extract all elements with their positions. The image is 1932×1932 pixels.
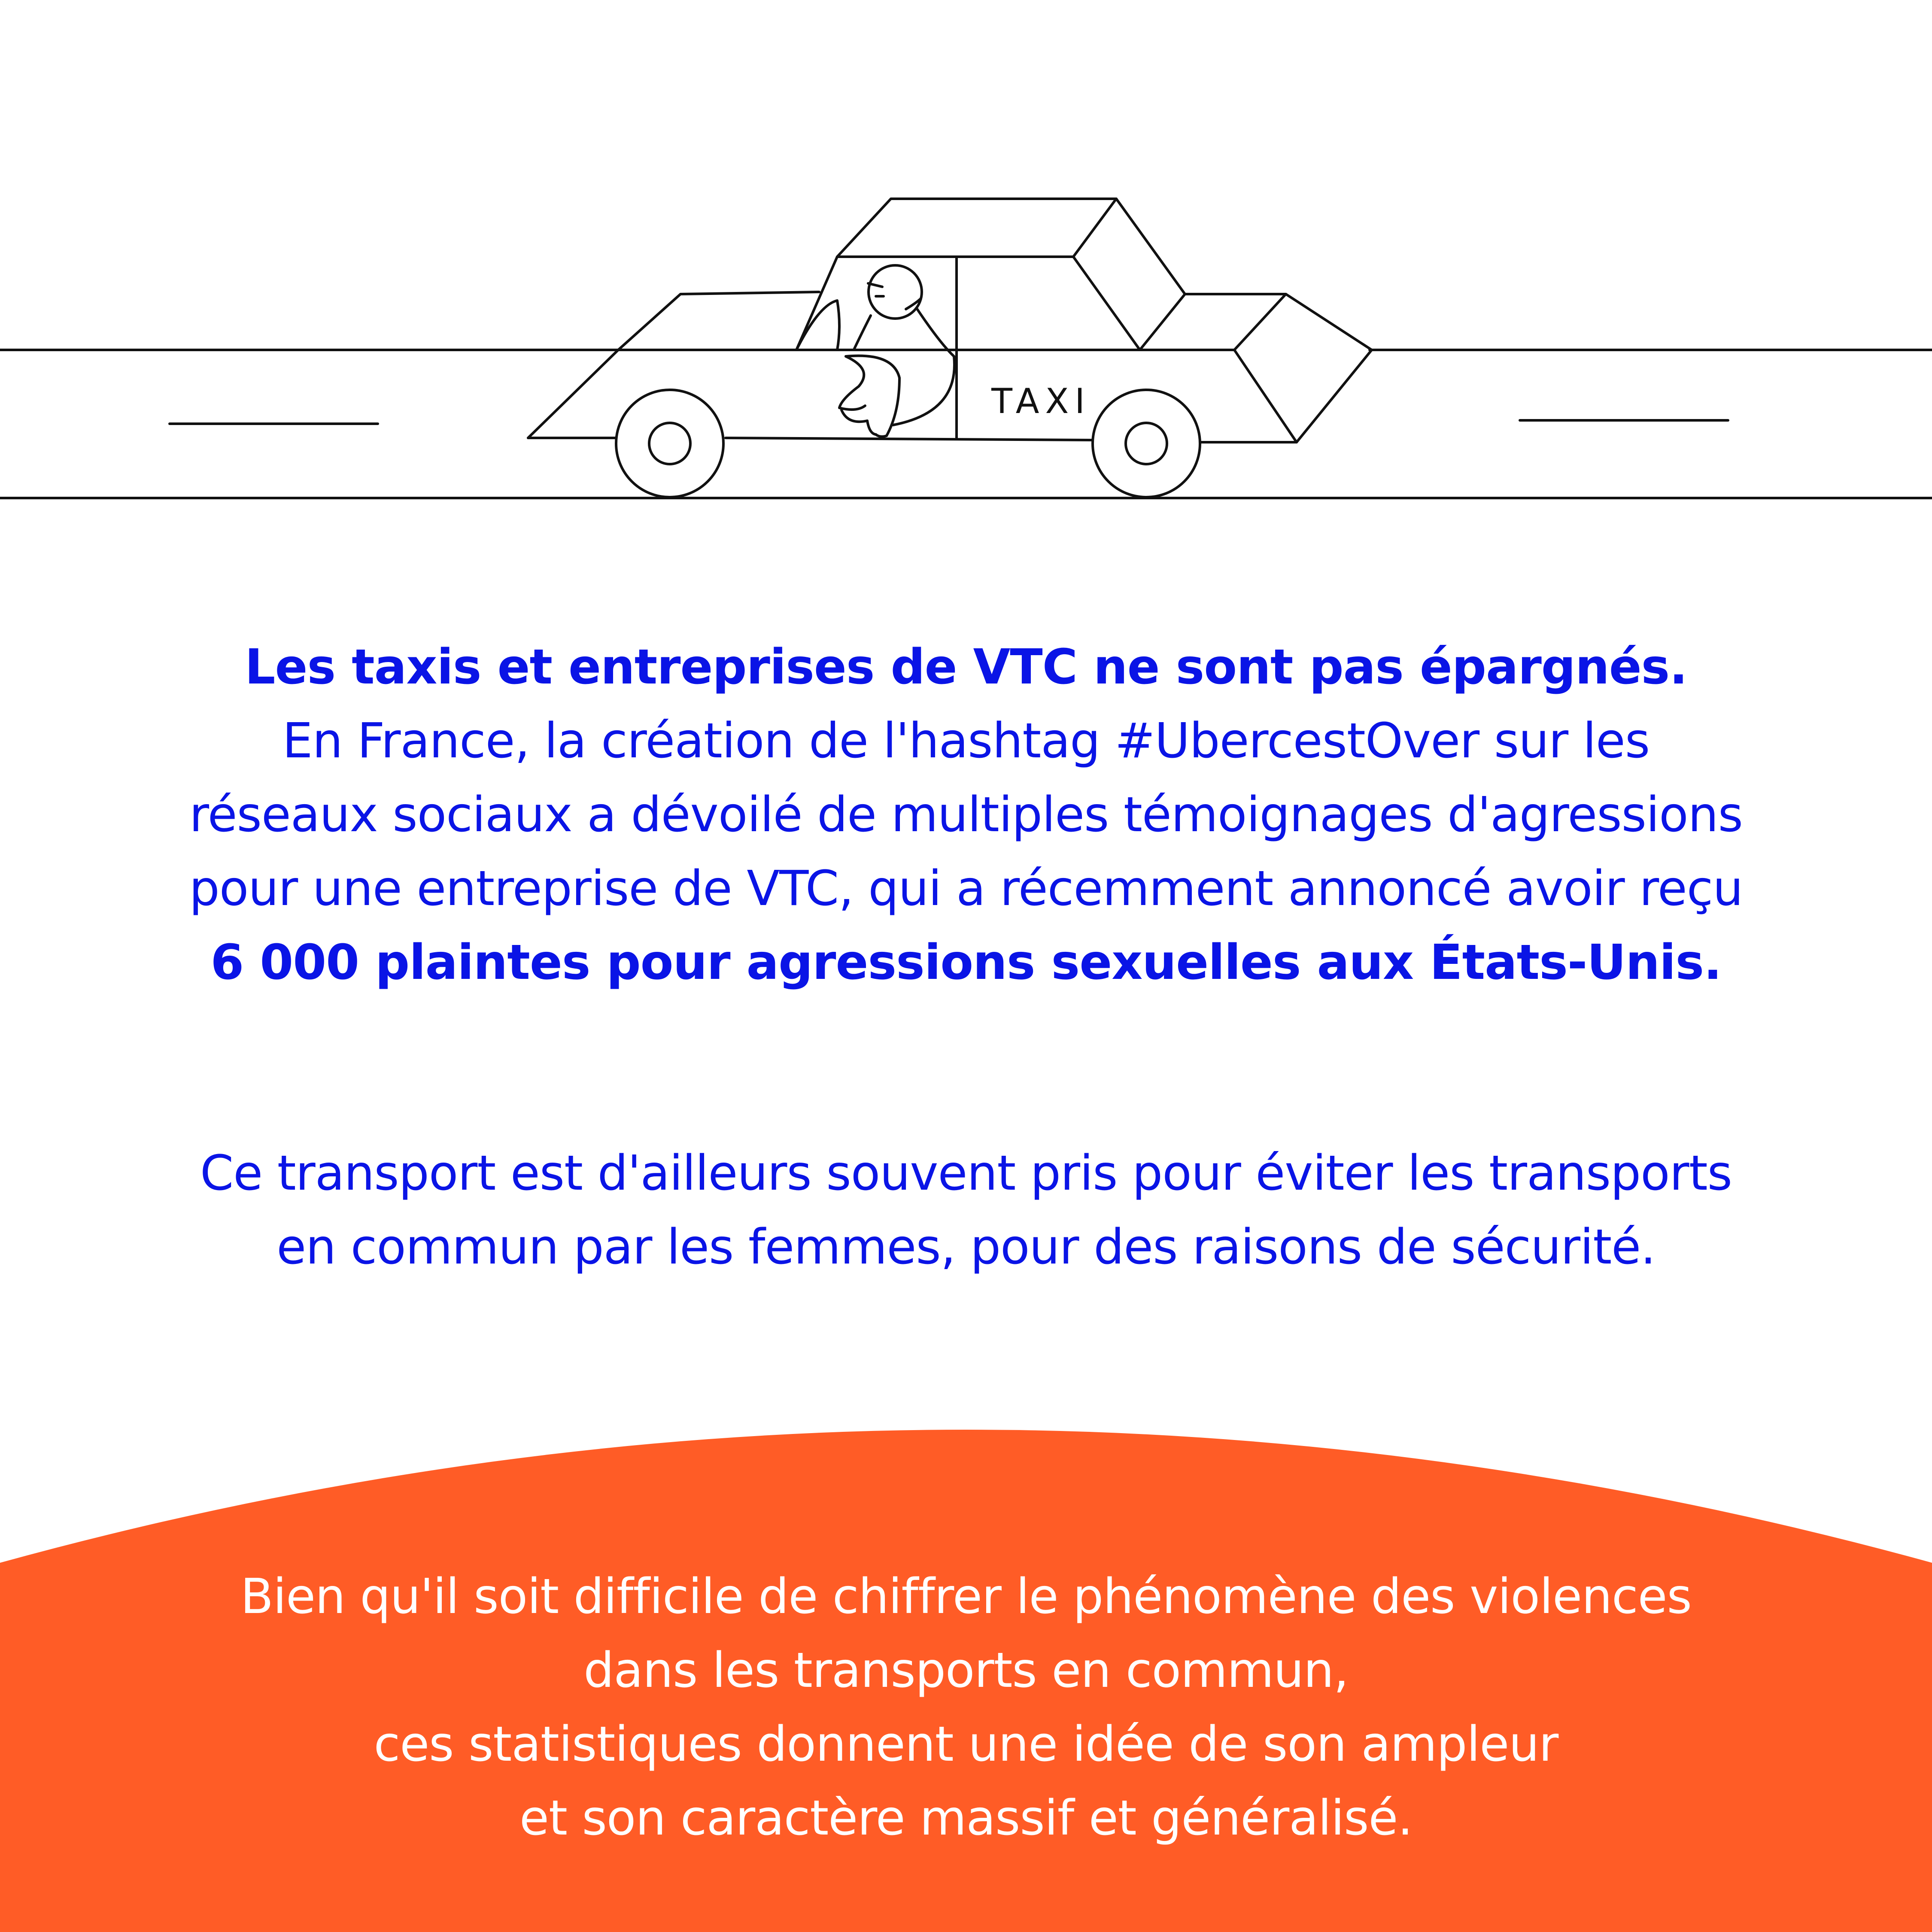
car-body-icon	[528, 199, 1372, 442]
paragraph-line: En France, la création de l'hashtag #UbercestOver sur les	[282, 713, 1650, 769]
taxi-sign-label: TAXI	[991, 381, 1091, 421]
paragraph-line: dans les transports en commun,	[583, 1643, 1349, 1698]
safety-paragraph	[0, 1136, 1932, 1284]
paragraph-line: pour une entreprise de VTC, qui a récemment annoncé avoir reçu	[189, 861, 1743, 917]
vtc-paragraph	[0, 630, 1932, 999]
paragraph-line: et son caractère massif et généralisé.	[519, 1790, 1413, 1846]
conclusion-paragraph	[0, 1560, 1932, 1855]
road-icon	[0, 350, 1932, 498]
paragraph-line: ces statistiques donnent une idée de son ampleur	[374, 1716, 1558, 1772]
paragraph-line: réseaux sociaux a dévoilé de multiples témoignages d'agressions	[189, 787, 1743, 843]
paragraph-line: Bien qu'il soit difficile de chiffrer le phénomène des violences	[240, 1569, 1692, 1625]
headline: Les taxis et entreprises de VTC ne sont pas épargnés.	[245, 639, 1687, 695]
wheel-icon	[616, 390, 1200, 497]
paragraph-line: Ce transport est d'ailleurs souvent pris pour éviter les transports	[200, 1145, 1732, 1201]
paragraph-line: en commun par les femmes, pour des raisons de sécurité.	[276, 1219, 1656, 1275]
highlight-line: 6 000 plaintes pour agressions sexuelles aux États-Unis.	[210, 935, 1722, 990]
taxi-car-icon	[0, 0, 1932, 537]
